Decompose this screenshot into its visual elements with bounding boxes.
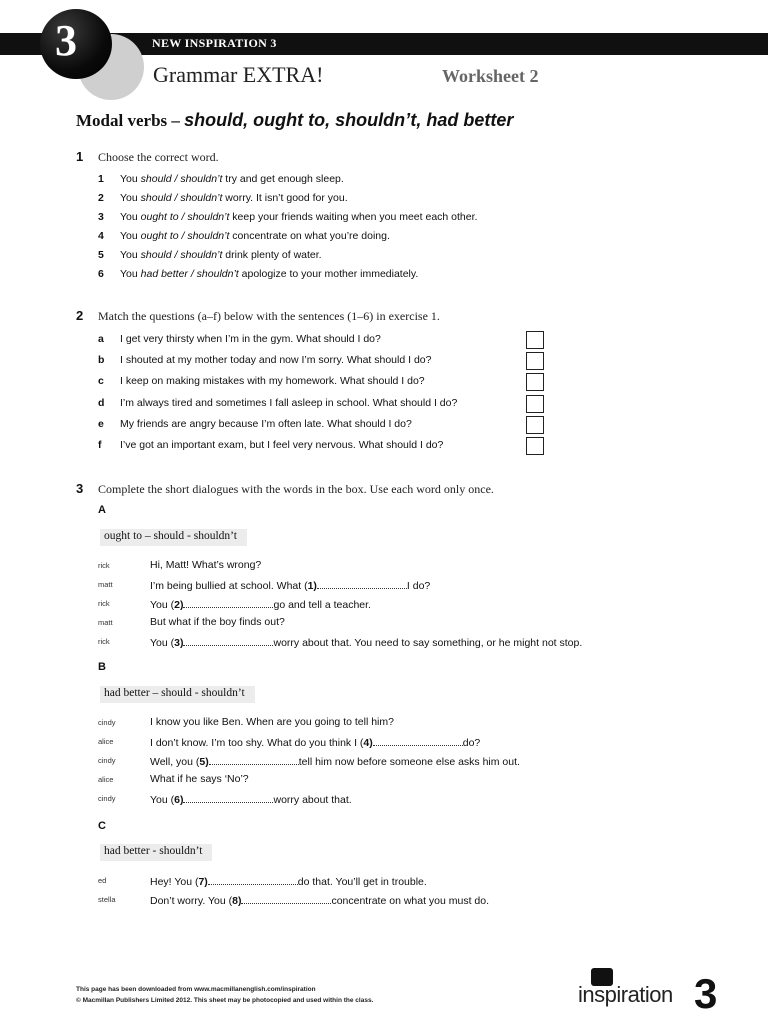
speaker-name: alice <box>98 775 114 784</box>
title-italic: should, ought to, shouldn’t, had better <box>184 110 514 130</box>
line-text: tell him now before someone else asks him out. <box>298 756 520 768</box>
answer-blank[interactable] <box>183 792 273 803</box>
line-text: go and tell a teacher. <box>273 599 371 611</box>
exercise-2-item <box>98 418 412 434</box>
line-text: I know you like Ben. When are you going to tell him? <box>150 716 394 728</box>
item-text: worry. It isn’t good for you. <box>222 192 348 204</box>
gap-bracket: ) <box>204 876 208 888</box>
exercise-2-item <box>98 439 443 455</box>
line-text: But what if the boy finds out? <box>150 616 285 628</box>
item-number: 6 <box>98 268 104 280</box>
dialogue-line <box>150 559 261 571</box>
line-text: do that. You’ll get in trouble. <box>297 876 427 888</box>
gap-number: 7 <box>198 876 205 888</box>
item-options: had better / shouldn’t <box>140 268 239 280</box>
dialogue-line <box>150 578 430 592</box>
dialogue-line <box>150 597 371 611</box>
answer-box[interactable] <box>526 331 544 349</box>
gap-bracket: ) <box>313 580 317 592</box>
exercise-2-item <box>98 354 431 370</box>
item-text: I get very thirsty when I’m in the gym. What should I do? <box>120 333 381 345</box>
exercise-1-instruction: Choose the correct word. <box>98 150 219 164</box>
line-text: worry about that. You need to say something, or he might not stop. <box>273 637 583 649</box>
item-text: You <box>120 211 141 223</box>
exercise-1-item <box>98 192 348 208</box>
dialogue-c-letter: C <box>98 820 106 832</box>
dialogue-a-letter: A <box>98 504 106 516</box>
answer-box[interactable] <box>526 416 544 434</box>
line-text: You ( <box>150 794 175 806</box>
answer-blank[interactable] <box>208 874 298 885</box>
exercise-2-item <box>98 375 425 391</box>
item-letter: b <box>98 354 105 367</box>
gap-number: 8 <box>232 895 238 907</box>
title-plain: Modal verbs – <box>76 111 185 130</box>
exercise-2-instruction: Match the questions (a–f) below with the sentences (1–6) in exercise 1. <box>98 309 440 323</box>
dialogue-c-word-box: had better - shouldn’t <box>100 844 212 861</box>
item-text: I keep on making mistakes with my homework. What should I do? <box>120 375 425 388</box>
answer-blank[interactable] <box>241 893 331 904</box>
line-text: You ( <box>150 599 175 611</box>
series-name: NEW INSPIRATION 3 <box>152 36 277 50</box>
item-text: keep your friends waiting when you meet each other. <box>229 211 478 223</box>
exercise-1-item <box>98 268 418 284</box>
speaker-name: matt <box>98 618 113 627</box>
dialogue-line <box>150 635 582 649</box>
speaker-name: rick <box>98 561 110 570</box>
exercise-3-number: 3 <box>76 481 84 496</box>
exercise-1-number: 1 <box>76 149 84 164</box>
speaker-name: cindy <box>98 718 116 727</box>
answer-blank[interactable] <box>183 635 273 646</box>
item-letter: d <box>98 396 105 409</box>
item-text: My friends are angry because I’m often late. What should I do? <box>120 417 412 430</box>
exercise-1-item <box>98 211 477 227</box>
answer-blank[interactable] <box>373 735 463 746</box>
line-text: You ( <box>150 637 175 649</box>
exercise-1-item <box>98 173 344 189</box>
item-options: should / shouldn’t <box>140 192 223 204</box>
item-options: ought to / shouldn’t <box>140 211 230 223</box>
exercise-1-item <box>98 249 322 265</box>
speaker-name: matt <box>98 580 113 589</box>
item-letter: c <box>98 375 104 388</box>
worksheet-heading: Grammar EXTRA! <box>153 62 324 87</box>
dialogue-a-word-box: ought to – should - shouldn’t <box>100 529 247 546</box>
level-badge <box>40 9 112 79</box>
gap-number: 3 <box>174 637 180 649</box>
gap-bracket: ) <box>369 737 373 749</box>
item-number: 3 <box>98 211 104 223</box>
line-text: do? <box>462 737 481 749</box>
line-text: I’m being bullied at school. What ( <box>150 580 308 592</box>
logo-word: inspiration <box>578 982 673 1007</box>
item-text: apologize to your mother immediately. <box>238 268 419 280</box>
level-badge-number: 3 <box>55 16 77 65</box>
line-text: worry about that. <box>273 794 352 806</box>
line-text: Don’t worry. You ( <box>150 895 233 907</box>
logo-number: 3 <box>694 970 718 1017</box>
dialogue-line <box>150 716 394 728</box>
speaker-name: rick <box>98 637 110 646</box>
dialogue-b-word-box: had better – should - shouldn’t <box>100 686 255 703</box>
exercise-2-item <box>98 333 381 349</box>
gap-number: 6 <box>174 794 180 806</box>
gap-bracket: ) <box>179 794 184 806</box>
line-text: concentrate on what you must do. <box>331 895 490 907</box>
dialogue-line <box>150 792 352 806</box>
exercise-1-item <box>98 230 390 246</box>
item-text: try and get enough sleep. <box>222 173 344 185</box>
item-text: You <box>120 249 141 261</box>
gap-bracket: ) <box>179 599 184 611</box>
item-options: should / shouldn’t <box>140 173 223 185</box>
item-text: You <box>120 230 141 242</box>
exercise-2-number: 2 <box>76 308 84 323</box>
exercise-3-instruction: Complete the short dialogues with the words in the box. Use each word only once. <box>98 482 494 496</box>
gap-number: 4 <box>363 737 370 749</box>
line-text: I don’t know. I’m too shy. What do you think I ( <box>150 737 364 749</box>
item-text: I’m always tired and sometimes I fall asleep in school. What should I do? <box>120 396 458 409</box>
answer-box[interactable] <box>526 437 544 455</box>
footer-copyright: © Macmillan Publishers Limited 2012. This sheet may be photocopied and used within the class. <box>76 997 374 1004</box>
answer-blank[interactable] <box>317 578 407 589</box>
exercise-2-item <box>98 397 457 413</box>
item-number: 5 <box>98 249 104 261</box>
gap-number: 1 <box>307 580 314 592</box>
item-letter: f <box>98 439 102 451</box>
item-number: 2 <box>98 192 104 204</box>
dialogue-b-letter: B <box>98 661 106 673</box>
speaker-name: alice <box>98 737 114 746</box>
line-text: What if he says ‘No’? <box>150 773 249 785</box>
line-text: I do? <box>406 580 431 592</box>
answer-box[interactable] <box>526 352 544 370</box>
answer-blank[interactable] <box>209 754 299 765</box>
gap-number: 2 <box>174 599 180 611</box>
speaker-name: stella <box>98 895 116 904</box>
item-text: You <box>120 173 141 185</box>
item-text: concentrate on what you’re doing. <box>229 230 390 242</box>
gap-bracket: ) <box>179 637 184 649</box>
footer-download-note: This page has been downloaded from www.macmillanenglish.com/inspiration <box>76 986 316 993</box>
dialogue-line <box>150 773 249 785</box>
dialogue-line <box>150 874 427 888</box>
dialogue-line <box>150 893 489 907</box>
line-text: Hey! You ( <box>150 876 199 888</box>
item-options: should / shouldn’t <box>140 249 223 261</box>
gap-bracket: ) <box>237 895 242 907</box>
speaker-name: cindy <box>98 756 116 765</box>
item-text: You <box>120 192 141 204</box>
dialogue-line <box>150 616 285 628</box>
answer-blank[interactable] <box>183 597 273 608</box>
line-text: Well, you ( <box>150 756 200 768</box>
item-number: 1 <box>98 173 104 185</box>
item-letter: a <box>98 333 104 345</box>
dialogue-line <box>150 735 480 749</box>
item-options: ought to / shouldn’t <box>140 230 230 242</box>
speaker-name: cindy <box>98 794 116 803</box>
gap-bracket: ) <box>205 756 209 768</box>
speaker-name: ed <box>98 876 107 885</box>
line-text: Hi, Matt! What’s wrong? <box>150 559 262 571</box>
worksheet-number: Worksheet 2 <box>442 66 539 86</box>
item-number: 4 <box>98 230 104 242</box>
item-text: You <box>120 268 141 280</box>
answer-box[interactable] <box>526 373 544 391</box>
item-text: drink plenty of water. <box>222 249 322 261</box>
page-title <box>76 110 513 131</box>
item-letter: e <box>98 417 104 430</box>
item-text: I’ve got an important exam, but I feel very nervous. What should I do? <box>120 439 444 451</box>
gap-number: 5 <box>199 756 206 768</box>
answer-box[interactable] <box>526 395 544 413</box>
item-text: I shouted at my mother today and now I’m sorry. What should I do? <box>120 354 432 367</box>
dialogue-line <box>150 754 520 768</box>
speaker-name: rick <box>98 599 110 608</box>
